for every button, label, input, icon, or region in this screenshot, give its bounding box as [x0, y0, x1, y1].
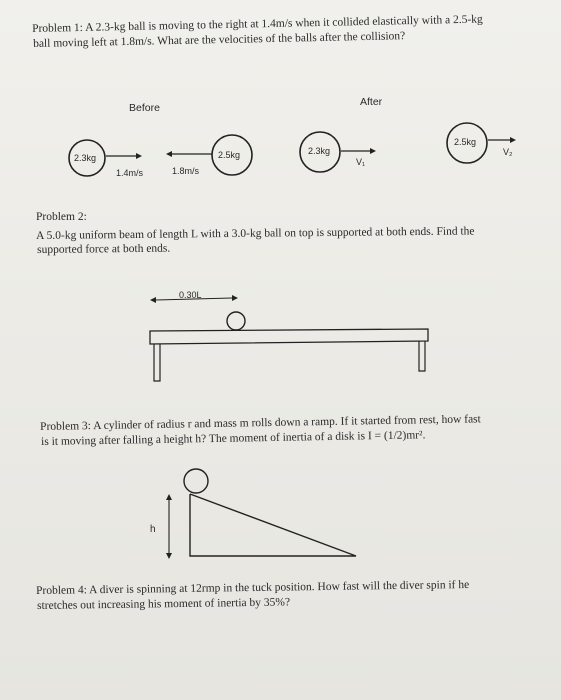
- problem3-text-line1: Problem 3: A cylinder of radius r and mass m rolls down a ramp. If it started from rest, how fast: [40, 413, 481, 433]
- ball-a-after-mass-label: 2.3kg: [308, 146, 331, 156]
- problem3-text-line2: is it moving after falling a height h? The moment of inertia of a disk is I = (1/2)mr².: [41, 429, 426, 448]
- after-label: After: [360, 96, 383, 108]
- problem2-heading: Problem 2:: [36, 211, 87, 223]
- before-label: Before: [129, 102, 160, 114]
- arrow-head-icon: [166, 553, 172, 559]
- distance-label: 0.30L: [179, 290, 202, 300]
- problem1-text-line2: ball moving left at 1.8m/s. What are the velocities of the balls after the collision?: [33, 30, 406, 50]
- problem2-text-line2: supported force at both ends.: [37, 242, 171, 256]
- ball-b-after-mass-label: 2.5kg: [454, 137, 477, 147]
- arrow-head-icon: [166, 494, 172, 500]
- cylinder: [184, 469, 208, 493]
- problem4-text-line1: Problem 4: A diver is spinning at 12rmp in the tuck position. How fast will the diver spin if he: [36, 578, 470, 597]
- ball-b-velocity-label: 1.8m/s: [172, 166, 200, 176]
- problem2-text-line1: A 5.0-kg uniform beam of length L with a 3.0-kg ball on top is supported at both ends. Find the: [36, 225, 475, 242]
- v2-label: V₂: [503, 147, 513, 157]
- ball-b-mass-label: 2.5kg: [218, 150, 241, 160]
- ball-a-velocity-label: 1.4m/s: [116, 168, 144, 178]
- ball-a-mass-label: 2.3kg: [74, 153, 97, 163]
- problem1-text-line1: Problem 1: A 2.3-kg ball is moving to the right at 1.4m/s when it collided elastically with a 2.5-kg: [32, 13, 483, 35]
- problem4-text-line2: stretches out increasing his moment of inertia by 35%?: [37, 596, 291, 612]
- height-label: h: [150, 524, 156, 535]
- v1-label: V₁: [356, 157, 366, 167]
- ramp: [190, 494, 356, 556]
